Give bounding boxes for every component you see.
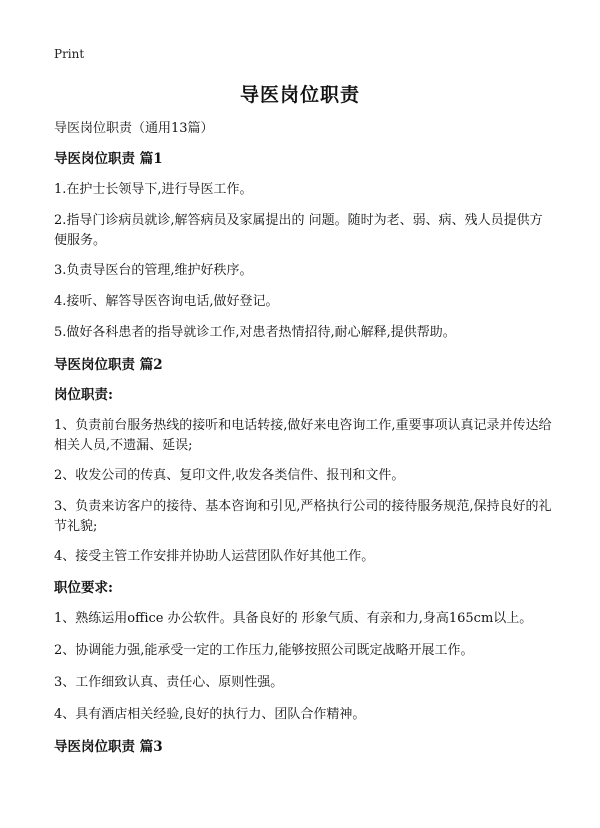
paragraph: 3、负责来访客户的接待、基本咨询和引见,严格执行公司的接待服务规范,保持良好的礼节礼貌; [54, 499, 552, 534]
section-heading-3: 导医岗位职责 篇3 [54, 739, 163, 755]
document-subtitle: 导医岗位职责（通用13篇） [54, 121, 214, 136]
subheading-requirements: 职位要求: [54, 580, 113, 596]
paragraph: 3.负责导医台的管理,维护好秩序。 [54, 263, 253, 278]
subheading-duties: 岗位职责: [54, 387, 113, 403]
paragraph: 2.指导门诊病员就诊,解答病员及家属提出的 问题。随时为老、弱、病、残人员提供方便服务。 [54, 213, 543, 248]
section-heading-1: 导医岗位职责 篇1 [54, 151, 163, 167]
paragraph: 1、熟练运用office 办公软件。具备良好的 形象气质、有亲和力,身高165cm以上。 [54, 611, 533, 626]
paragraph: 5.做好各科患者的指导就诊工作,对患者热情招待,耐心解释,提供帮助。 [54, 325, 456, 340]
paragraph: 2、协调能力强,能承受一定的工作压力,能够按照公司既定战略开展工作。 [54, 643, 474, 658]
paragraph: 1、负责前台服务热线的接听和电话转接,做好来电咨询工作,重要事项认真记录并传达给相关人员,不遗漏、延误; [54, 418, 552, 453]
paragraph: 4、具有酒店相关经验,良好的执行力、团队合作精神。 [54, 707, 366, 722]
print-label: Print [54, 47, 85, 61]
paragraph: 4、接受主管工作安排并协助人运营团队作好其他工作。 [54, 549, 375, 564]
paragraph: 4.接听、解答导医咨询电话,做好登记。 [54, 294, 279, 309]
document-title: 导医岗位职责 [239, 84, 360, 106]
paragraph: 1.在护士长领导下,进行导医工作。 [54, 182, 253, 197]
paragraph: 2、收发公司的传真、复印文件,收发各类信件、报刊和文件。 [54, 468, 405, 483]
paragraph: 3、工作细致认真、责任心、原则性强。 [54, 675, 284, 690]
section-heading-2: 导医岗位职责 篇2 [54, 357, 163, 373]
